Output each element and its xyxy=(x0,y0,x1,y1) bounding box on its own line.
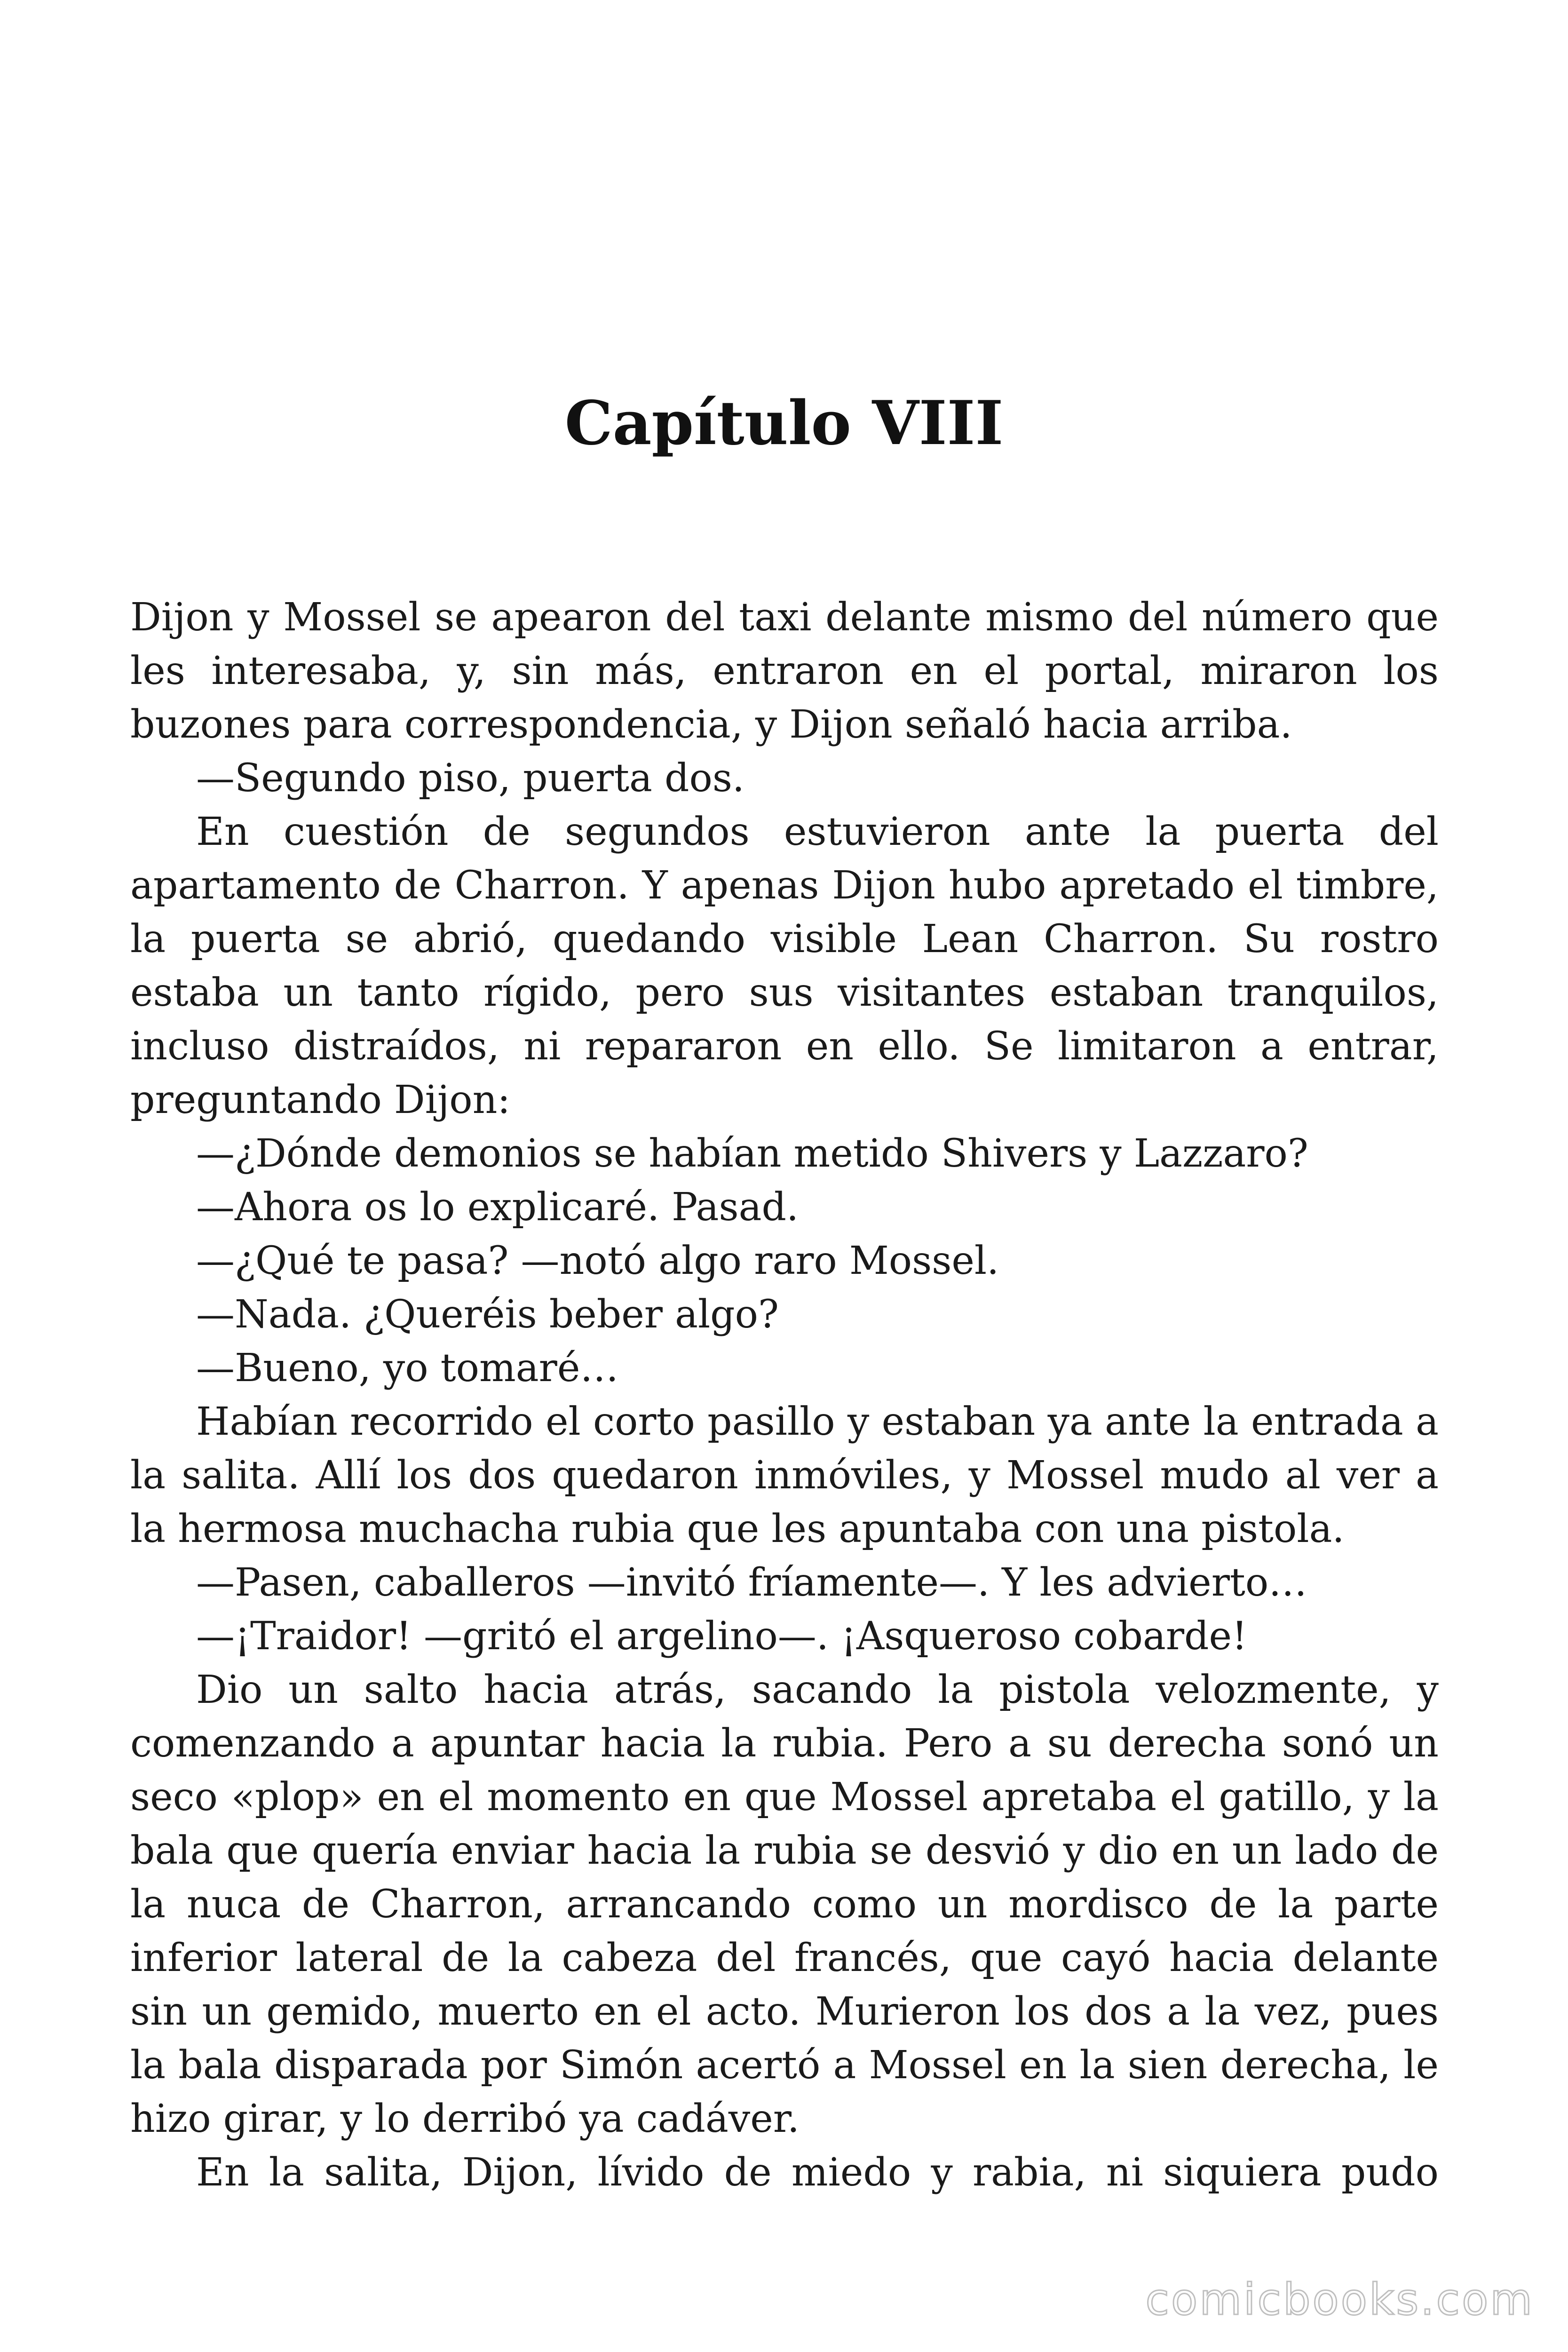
paragraph: Habían recorrido el corto pasillo y estaban ya ante la entrada a la salita. Allí los dos quedaron inmóviles, y Mossel mudo al ver a la hermosa muchacha rubia que les apuntaba con una pistola. xyxy=(130,1399,1439,1551)
paragraph: —¿Dónde demonios se habían metido Shivers y Lazzaro? xyxy=(196,1131,1308,1176)
chapter-title: Capítulo VIII xyxy=(564,388,1004,459)
paragraph: —Bueno, yo tomaré… xyxy=(196,1346,619,1391)
paragraph: —Pasen, caballeros —invitó fríamente—. Y les advierto… xyxy=(196,1560,1307,1605)
paragraph: En la salita, Dijon, lívido de miedo y rabia, ni siquiera pudo xyxy=(196,2150,1439,2195)
watermark: comicbooks.com xyxy=(1145,2274,1534,2325)
paragraph: Dio un salto hacia atrás, sacando la pistola velozmente, y comenzando a apuntar hacia la rubia. Pero a su derecha sonó un seco «plop» en el momento en que Mossel apretaba el gatillo, y la bala que quería enviar hacia la rubia se desvió y dio en un lado de la nuca de Charron, arrancando como un mordisco de la parte inferior lateral de la cabeza del francés, que cayó hacia delante sin un gemido, muerto en el acto. Murieron los dos a la vez, pues la bala disparada por Simón acertó a Mossel en la sien derecha, le hizo girar, y lo derribó ya cadáver. xyxy=(130,1668,1439,2141)
paragraph: —Nada. ¿Queréis beber algo? xyxy=(196,1292,779,1337)
chapter-body xyxy=(130,591,1439,2200)
paragraph: —¿Qué te pasa? —notó algo raro Mossel. xyxy=(196,1239,999,1283)
paragraph: —¡Traidor! —gritó el argelino—. ¡Asqueroso cobarde! xyxy=(196,1614,1248,1659)
paragraph: —Segundo piso, puerta dos. xyxy=(196,756,744,801)
paragraph: Dijon y Mossel se apearon del taxi delante mismo del número que les interesaba, y, sin más, entraron en el portal, miraron los buzones para correspondencia, y Dijon señaló hacia arriba. xyxy=(130,595,1439,747)
paragraph: —Ahora os lo explicaré. Pasad. xyxy=(196,1185,799,1230)
paragraph: En cuestión de segundos estuvieron ante la puerta del apartamento de Charron. Y apenas Dijon hubo apretado el timbre, la puerta se abrió, quedando visible Lean Charron. Su rostro estaba un tanto rígido, pero sus visitantes estaban tranquilos, incluso distraídos, ni repararon en ello. Se limitaron a entrar, preguntando Dijon: xyxy=(130,810,1439,1122)
